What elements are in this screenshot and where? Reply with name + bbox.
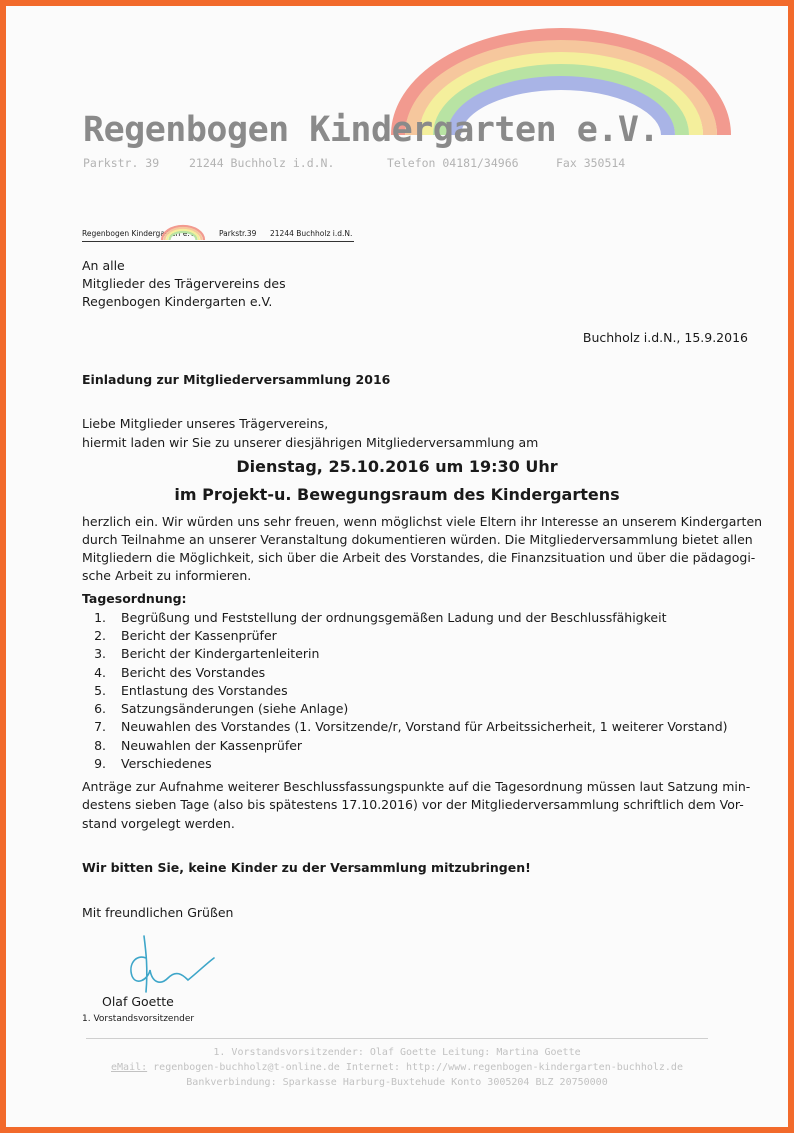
agenda-text: Neuwahlen des Vorstandes (1. Vorsitzende/r, Vorstand für Arbeitssicherheit, 1 weiterer Vorstand) xyxy=(121,719,728,734)
footer-contact-line xyxy=(6,1062,788,1073)
salutation: Liebe Mitglieder unseres Trägervereins, xyxy=(82,416,329,431)
agenda-text: Bericht der Kassenprüfer xyxy=(121,628,277,643)
agenda-text: Bericht des Vorstandes xyxy=(121,665,266,680)
signature-graphic xyxy=(122,934,217,996)
agenda-number: 4. xyxy=(94,665,106,680)
header-phone: Telefon 04181/34966 xyxy=(387,156,519,170)
sender-street: Parkstr.39 xyxy=(219,229,257,238)
mini-rainbow-icon xyxy=(160,223,206,241)
subject-line: Einladung zur Mitgliederversammlung 2016 xyxy=(82,372,391,387)
footer-board-line: 1. Vorstandsvorsitzender: Olaf Goette Leitung: Martina Goette xyxy=(213,1047,581,1058)
agenda-text: Verschiedenes xyxy=(121,756,212,771)
header-fax: Fax 350514 xyxy=(556,156,626,170)
body-line-1: herzlich ein. Wir würden uns sehr freuen, wenn möglichst viele Eltern ihr Interesse an unserem Kindergarten xyxy=(82,514,763,529)
body-line-3: Mitgliedern die Möglichkeit, sich über die Arbeit des Vorstandes, die Finanzsituation und über die pädagogi- xyxy=(82,550,756,565)
recipient-line-1: An alle xyxy=(82,258,125,273)
body-line-2: durch Teilnahme an unserer Veranstaltung dokumentieren würden. Die Mitgliederversammlung bietet allen xyxy=(82,532,753,547)
agenda-number: 1. xyxy=(94,610,106,625)
notice-no-children: Wir bitten Sie, keine Kinder zu der Versammlung mitzubringen! xyxy=(82,860,531,875)
body-line-4: sche Arbeit zu informieren. xyxy=(82,568,252,583)
sender-name: Regenbogen Kindergarten e.V. xyxy=(82,229,197,238)
motions-line-3: stand vorgelegt werden. xyxy=(82,816,235,831)
closing: Mit freundlichen Grüßen xyxy=(82,905,234,920)
sender-return-line xyxy=(82,219,354,242)
header-street: Parkstr. 39 xyxy=(83,156,160,170)
agenda-number: 9. xyxy=(94,756,106,771)
agenda-number: 3. xyxy=(94,646,106,661)
agenda-text: Bericht der Kindergartenleiterin xyxy=(121,646,320,661)
agenda-number: 8. xyxy=(94,738,106,753)
agenda-number: 7. xyxy=(94,719,106,734)
signer-name: Olaf Goette xyxy=(102,994,174,1009)
recipient-line-2: Mitglieder des Trägervereins des xyxy=(82,276,286,291)
footer-contact-details: regenbogen-buchholz@t-online.de Internet: http://www.regenbogen-kindergarten-buchholz.de xyxy=(147,1062,683,1073)
motions-line-1: Anträge zur Aufnahme weiterer Beschlussfassungspunkte auf die Tagesordnung müssen laut Satzung min- xyxy=(82,779,751,794)
event-date: Dienstag, 25.10.2016 um 19:30 Uhr xyxy=(236,457,558,476)
motions-line-2: destens sieben Tage (also bis spätestens 17.10.2016) vor der Mitgliederversammlung schriftlich dem Vor- xyxy=(82,797,744,812)
agenda-number: 6. xyxy=(94,701,106,716)
footer-bank-line: Bankverbindung: Sparkasse Harburg-Buxtehude Konto 3005204 BLZ 20750000 xyxy=(186,1077,608,1088)
agenda-number: 2. xyxy=(94,628,106,643)
signer-role: 1. Vorstandsvorsitzender xyxy=(82,1014,195,1024)
agenda-title: Tagesordnung: xyxy=(82,591,187,606)
organization-name: Regenbogen Kindergarten e.V. xyxy=(83,110,660,150)
intro-text: hiermit laden wir Sie zu unserer diesjährigen Mitgliederversammlung am xyxy=(82,435,539,450)
footer-email-label: eMail: xyxy=(111,1062,148,1073)
place-date: Buchholz i.d.N., 15.9.2016 xyxy=(582,330,748,345)
agenda-number: 5. xyxy=(94,683,106,698)
recipient-line-3: Regenbogen Kindergarten e.V. xyxy=(82,294,273,309)
agenda-text: Satzungsänderungen (siehe Anlage) xyxy=(121,701,349,716)
sender-city: 21244 Buchholz i.d.N. xyxy=(270,229,353,238)
letter-page xyxy=(6,6,788,1127)
footer-divider xyxy=(86,1038,708,1039)
agenda-text: Neuwahlen der Kassenprüfer xyxy=(121,738,303,753)
header-city: 21244 Buchholz i.d.N. xyxy=(189,156,335,170)
agenda-text: Entlastung des Vorstandes xyxy=(121,683,288,698)
event-place: im Projekt-u. Bewegungsraum des Kindergartens xyxy=(174,485,620,504)
agenda-text: Begrüßung und Feststellung der ordnungsgemäßen Ladung und der Beschlussfähigkeit xyxy=(121,610,667,625)
